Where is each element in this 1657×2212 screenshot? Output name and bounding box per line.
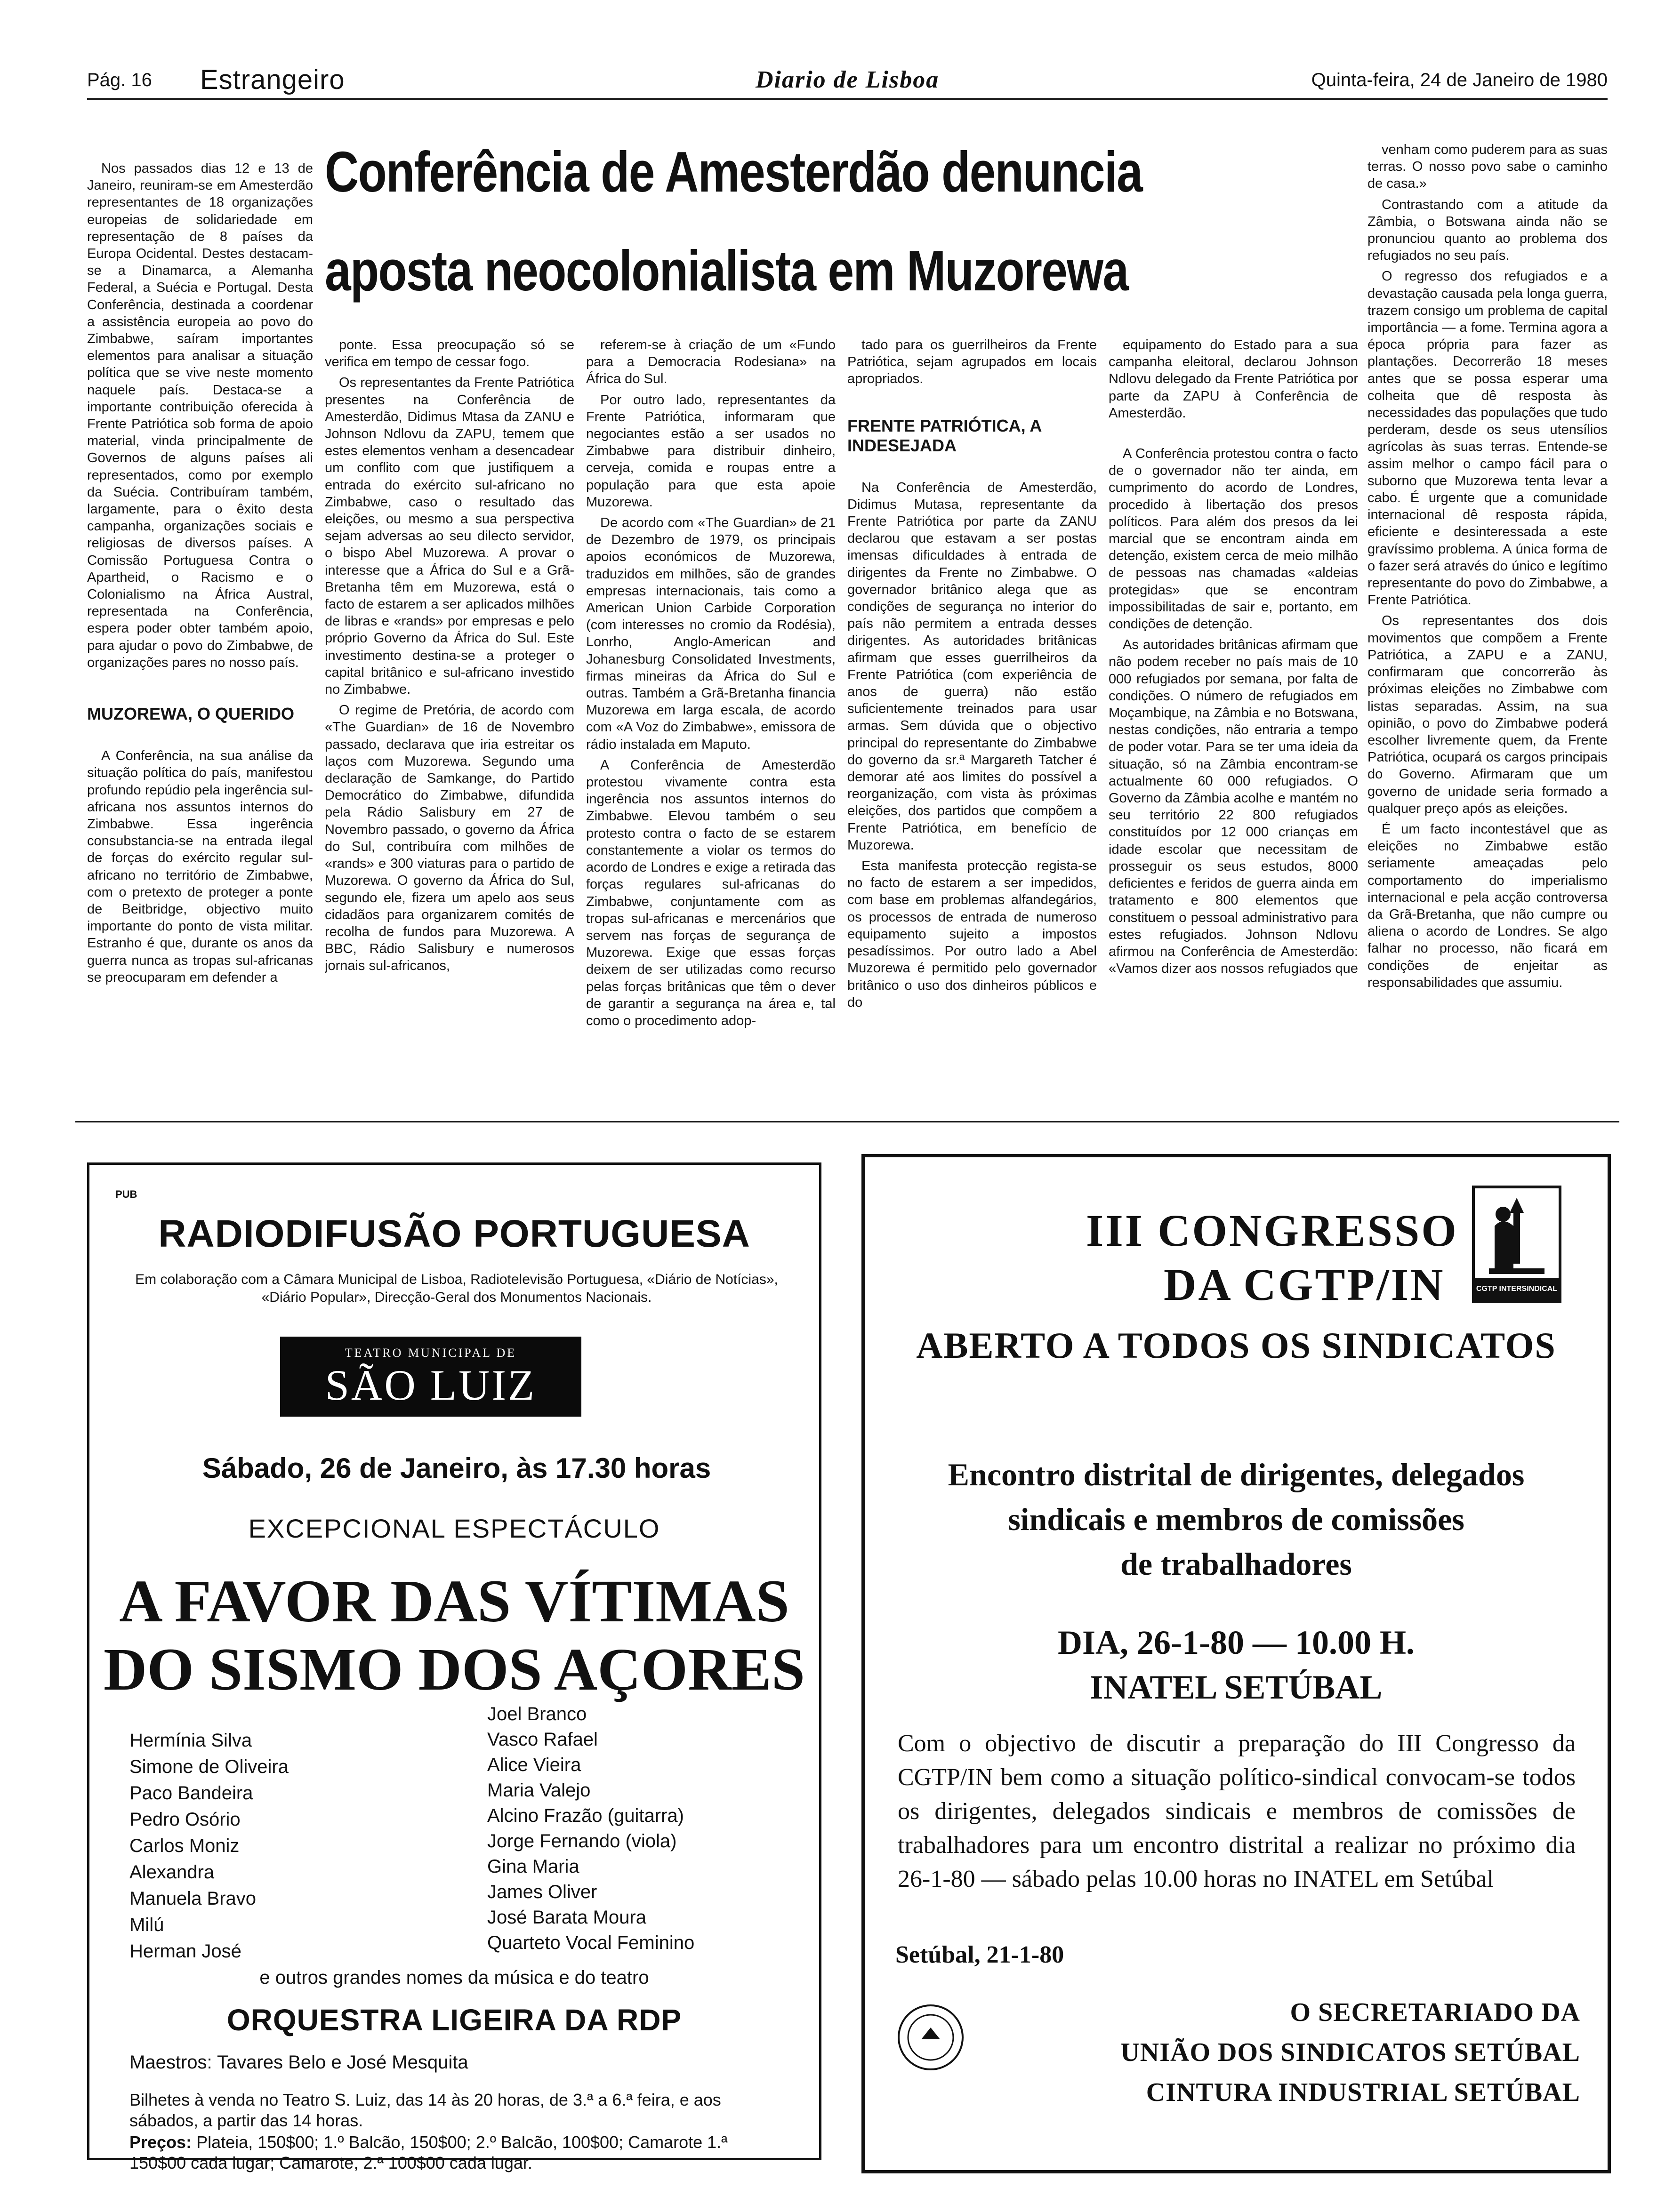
paragraph: Os representantes da Frente Patriótica presentes na Conferência de Amesterdão, Didimus Mtasa da ZANU e Johnson Ndlovu da ZAPU, temem que estes elementos venham a desencadear um conflito com que justifiquem a entrada do exército sul-africano no Zimbabwe, caso o resultado das eleições, ou mesmo a sua perspectiva sejam adversas ao seu dilecto servidor, o bispo Abel Muzorewa. A provar o interesse que a África do Sul e a Grã-Bretanha têm em Muzorewa, está o facto de estarem a ser aplicados milhões de libras e «rands» por empresas e pelo próprio Governo da África do Sul. Este investimento destina-se a proteger o capital britânico e sul-africano investido no Zimbabwe. — [325, 375, 574, 697]
artist-name: Simone de Oliveira — [129, 1756, 289, 1777]
paragraph: O regime de Pretória, de acordo com «The Guardian» de 16 de Novembro passado, declarava que iria estreitar os laços com Muzorewa. Segundo uma declaração de Samkange, do Partido Democrático do Zimbabwe, difundida pela Rádio Salisbury em 27 de Novembro passado, o governo da África do Sul, contribuíra com milhões de «rands» e 300 viaturas para o partido de Muzorewa. O governo da África do Sul, segundo ele, fizera um apelo aos seus cidadãos para organizarem comités de recolha de fundos para Muzorewa. A BBC, Rádio Salisbury e numerosos jornais sul-africanos, — [325, 703, 574, 974]
rdp-prices — [129, 2132, 788, 2173]
artist-name: Manuela Bravo — [129, 1888, 257, 1909]
sao-luiz-logo — [280, 1337, 581, 1417]
paragraph: É um facto incontestável que as eleições no Zimbabwe estão seriamente ameaçadas pelo comportamento do imperialismo internacional e pela acção controversa da Grã-Bretanha, que não cumpre ou aliena o acordo de Londres. Se algo falhar no processo, não ficará em condições de enjeitar as responsabilidades que assumiu. — [1367, 821, 1608, 990]
prices-label: Preços: — [129, 2132, 192, 2152]
paragraph: As autoridades britânicas afirmam que não podem receber no país mais de 10 000 refugiados por semana, por falta de condições. O número de refugiados em Moçambique, na Zâmbia e no Botswana, nestas condições, não entraria a tempo de poder votar. Para se ter uma ideia da situação, só na Zâmbia encontram-se actualmente 60 000 refugiados. O Governo da Zâmbia acolhe e mantém no seu território 22 800 refugiados constituídos por 12 000 crianças em idade escolar que necessitam de prosseguir os seus estudos, 8000 deficientes e feridos de guerra ainda em tratamento e 800 elementos que constituem o pessoal administrativo para estes refugiados. Johnson Ndlovu afirmou na Conferência de Amesterdão: «Vamos dizer aos nossos refugiados que — [1109, 637, 1358, 977]
paragraph: equipamento do Estado para a sua campanha eleitoral, declarou Johnson Ndlovu delegado da Frente Patriótica por parte da ZAPU à Conferência de Amesterdão. — [1109, 337, 1358, 421]
ad-radiodifusao — [87, 1162, 821, 2172]
cgtp-subtitle: ABERTO A TODOS OS SINDICATOS — [916, 1325, 1556, 1366]
rdp-others: e outros grandes nomes da música e do teatro — [259, 1967, 649, 1988]
artist-name: Jorge Fernando (viola) — [487, 1831, 677, 1851]
cgtp-place: INATEL SETÚBAL — [1090, 1668, 1383, 1706]
subheading: MUZOREWA, O QUERIDO — [87, 704, 294, 724]
artist-name: Pedro Osório — [129, 1809, 241, 1830]
paragraph: Na Conferência de Amesterdão, Didimus Mutasa, representante da Frente Patriótica por parte da ZANU declarou que estavam a ser postas imensas dificuldades à entrada de dirigentes da Frente no Zimbabwe. O governador britânico alega que as condições de segurança no interior do país não permitem a entrada desses dirigentes. As autoridades britânicas afirmam que esses guerrilheiros da Frente Patriótica (com experiência de anos de guerra) não estão suficientemente treinados para usar armas. Sem dúvida que o objectivo principal do representante do Zimbabwe do governo da sr.ª Margareth Tatcher é demorar até aos limites do possível a reorganização, com vista às próximas eleições, dos partidos que compõem a Frente Patriótica, em benefício de Muzorewa. — [847, 480, 1097, 853]
article-bottom-rule — [75, 1121, 1619, 1122]
paragraph: referem-se à criação de um «Fundo para a Democracia Rodesiana» na África do Sul. — [586, 337, 836, 387]
paragraph: O regresso dos refugiados e a devastação causada pela longa guerra, trazem consigo um problema de capital importância — a fome. Termina agora a época própria para fazer as plantações. Decorrerão 18 meses antes que se possa esperar uma colheita que dê resposta às necessidades das populações que tudo perderam, desde os seus utensílios agrícolas às suas terras. Entende-se assim melhor o campo fácil para o suborno que Muzorewa tenta levar a cabo. É urgente que a comunidade internacional dê resposta rápida, eficiente e desinteressada a este gravíssimo problema. A única forma de o fazer será através do único e legítimo representante do povo do Zimbabwe, a Frente Patriótica. — [1367, 269, 1608, 608]
cgtp-date-line: DIA, 26-1-80 — 10.00 H. — [1058, 1624, 1415, 1661]
cgtp-sign-date: Setúbal, 21-1-80 — [895, 1941, 1064, 1968]
paragraph: Esta manifesta protecção regista-se no facto de estarem a ser impedidos, com base em problemas alfandegários, os processos de entrada de numeroso equipamento sujeito a impostos pesadíssimos. Por outro lado a Abel Muzorewa é permitido pelo governador britânico o uso dos dinheiros públicos e do — [847, 858, 1097, 1010]
cgtp-title-2: DA CGTP/IN — [1164, 1259, 1445, 1310]
subheading: FRENTE PATRIÓTICA, A INDESEJADA — [847, 416, 1041, 455]
article-column-1 — [87, 160, 313, 1106]
paragraph: A Conferência protestou contra o facto de o governador não ter ainda, em cumprimento do acordo de Londres, procedido à libertação dos presos políticos. Para além dos presos da lei marcial que se encontram ainda em detenção, existem cerca de meio milhão de pessoas nas chamadas «aldeias protegidas» que se encontram impossibilitadas de sair e, portanto, em condições de detenção. — [1109, 446, 1358, 632]
artist-name: Herman José — [129, 1941, 241, 1962]
article-column-3 — [586, 337, 836, 1104]
paragraph: Os representantes dos dois movimentos que compõem a Frente Patriótica, a ZAPU e a ZANU, confirmaram que concorrerão às próximas eleições no Zimbabwe com listas separadas. Assim, na sua opinião, o povo do Zimbabwe poderá escolher livremente quem, da Frente Patriótica, ocupará os cargos principais do Governo. Afirmaram que um governo de unidade seria formado a qualquer preço após as eleições. — [1367, 613, 1608, 816]
cgtp-sign-1: O SECRETARIADO DA — [1290, 1998, 1580, 2027]
paragraph: Por outro lado, representantes da Frente Patriótica, informaram que negociantes estão a ser usados no Zimbabwe para distribuir dinheiro, cerveja, comida e roupas entre a população para que esta apoie Muzorewa. — [586, 392, 836, 510]
artist-name: Quarteto Vocal Feminino — [487, 1932, 695, 1953]
article-column-5 — [1109, 337, 1358, 1104]
artists-right-list — [487, 1701, 788, 1956]
paragraph: Nos passados dias 12 e 13 de Janeiro, reuniram-se em Amesterdão representantes de 18 organizações europeias de solidariedade em representação de 8 países da Europa Ocidental. Destes destacam-se a Dinamarca, a Alemanha Federal, a Suécia e Portugal. Desta Conferência, destinada a coordenar a assistência europeia ao povo do Zimbabwe, saíram importantes elementos para analisar a situação política que se vive neste momento naquele país. Destaca-se a importante contribuição oferecida à Frente Patriótica sob forma de apoio material, vinda principalmente de Governos de alguns países ali representados, como por exemplo da Suécia. Contribuíram também, largamente, para o êxito desta campanha, organizações sociais e religiosas de diversos países. A Comissão Portuguesa Contra o Apartheid, o Racismo e o Colonialismo na África Austral, representada na Conferência, espera poder obter também apoio, para ajudar o povo do Zimbabwe, de organizações pares no nosso país. — [87, 161, 313, 670]
artist-name: Carlos Moniz — [129, 1835, 240, 1856]
cgtp-logo — [1472, 1186, 1561, 1303]
newspaper-name: Diario de Lisboa — [756, 66, 940, 93]
rdp-headline-2: DO SISMO DOS AÇORES — [103, 1636, 805, 1703]
artist-name: Hermínia Silva — [129, 1730, 252, 1751]
rdp-tickets: Bilhetes à venda no Teatro S. Luiz, das 14 às 20 horas, de 3.ª a 6.ª feira, e aos sábados, a partir das 14 horas. — [129, 2090, 721, 2130]
artist-name: Joel Branco — [487, 1704, 587, 1724]
rdp-title: RADIODIFUSÃO PORTUGUESA — [158, 1212, 750, 1255]
logo-top-text: TEATRO MUNICIPAL DE — [345, 1346, 517, 1360]
paragraph: De acordo com «The Guardian» de 21 de Dezembro de 1979, os principais apoios económicos de Muzorewa, traduzidos em milhões, são de grandes empresas internacionais, tais como a American Union Carbide Corporation (com interesses no cromio da Rodésia), Lonrho, Anglo-American and Johanesburg Consolidated Investments, firmas mineiras da África do Sul e outras. Também a Grã-Bretanha financia Muzorewa em larga escala, de acordo com «A Voz do Zimbabwe», emissora de rádio instalada em Maputo. — [586, 515, 836, 752]
artist-name: Paco Bandeira — [129, 1783, 253, 1803]
cgtp-sign-2: UNIÃO DOS SINDICATOS SETÚBAL — [1120, 2038, 1580, 2067]
paragraph: A Conferência de Amesterdão protestou vivamente contra esta ingerência nos assuntos internos do Zimbabwe. Elevou também o seu protesto contra o facto de se estarem constantemente a violar os termos do acordo de Londres e exige a retirada das forças regulares sul-africanas do Zimbabwe, conjuntamente com as tropas sul-africanas e mercenários que servem nas forças de segurança de Muzorewa. Exige que essas forças deixem de ser utilizadas como recurso pelas forças britânicas que têm o dever de garantir a segurança na área e, tal como o procedimento adop- — [586, 757, 836, 1028]
torch-figure-icon — [1475, 1188, 1559, 1278]
page-number: Pág. 16 — [87, 70, 152, 90]
ad-cgtp — [861, 1154, 1611, 2173]
article-column-2 — [325, 337, 574, 1104]
paragraph: A Conferência, na sua análise da situação política do país, manifestou profundo repúdio pela ingerência sul-africana nos assuntos internos do Zimbabwe. Essa ingerência consubstancia-se na entrada ilegal de forças do exército regular sul-africano no território de Zimbabwe, com o pretexto de proteger a ponte de Beitbridge, objectivo muito importante do ponto de vista militar. Estranho é que, durante os anos da guerra nunca as tropas sul-africanas se preocuparam em defender a — [87, 748, 313, 985]
cgtp-meeting-3: de trabalhadores — [1120, 1546, 1352, 1582]
cgtp-meeting-2: sindicais e membros de comissões — [1008, 1501, 1464, 1537]
artist-name: Alcino Frazão (guitarra) — [487, 1805, 684, 1826]
section-name: Estrangeiro — [200, 64, 345, 95]
headline-line-1: Conferência de Amesterdão denuncia — [325, 140, 1142, 204]
paragraph: ponte. Essa preocupação só se verifica em tempo de cessar fogo. — [325, 337, 574, 370]
artist-name: Milú — [129, 1915, 164, 1935]
headline-line-2: aposta neocolonialista em Muzorewa — [325, 239, 1128, 303]
artist-name: Maria Valejo — [487, 1780, 591, 1801]
cgtp-sign-3: CINTURA INDUSTRIAL SETÚBAL — [1146, 2078, 1580, 2107]
rdp-orchestra: ORQUESTRA LIGEIRA DA RDP — [226, 2003, 682, 2037]
artist-name: Vasco Rafael — [487, 1729, 598, 1750]
rdp-maestros: Maestros: Tavares Belo e José Mesquita — [129, 2052, 468, 2073]
cgtp-title-1: III CONGRESSO — [1086, 1205, 1458, 1256]
prices-text: Plateia, 150$00; 1.º Balcão, 150$00; 2.º Balcão, 100$00; Camarote 1.ª 150$00 cada lugar; Camarote, 2.ª 100$00 cada lugar. — [129, 2132, 728, 2172]
article-column-6 — [1367, 141, 1608, 1106]
artist-name: José Barata Moura — [487, 1907, 646, 1928]
logo-main-text: SÃO LUIZ — [325, 1361, 537, 1409]
artist-name: Alice Vieira — [487, 1755, 581, 1775]
artist-name: Gina Maria — [487, 1856, 579, 1877]
headline — [325, 136, 1337, 306]
rdp-headline-1: A FAVOR DAS VÍTIMAS — [119, 1568, 789, 1635]
paragraph: tado para os guerrilheiros da Frente Patriótica, sejam agrupados em locais apropriados. — [847, 337, 1097, 387]
cgtp-logo-caption: CGTP INTERSINDICAL — [1475, 1278, 1559, 1300]
artist-name: Alexandra — [129, 1862, 215, 1883]
cgtp-body: Com o objectivo de discutir a preparação do III Congresso da CGTP/IN bem como a situação político-sindical convocam-se todos os dirigentes, delegados sindicais e membros de comissões de trabalhadores para um encontro distrital a realizar no próximo dia 26-1-80 — sábado pelas 10.00 horas no INATEL em Setúbal — [898, 1730, 1576, 1892]
ad-tag: PUB — [115, 1188, 137, 1200]
paragraph: Contrastando com a atitude da Zâmbia, o Botswana ainda não se pronunciou quanto ao problema dos refugiados no seu país. — [1367, 197, 1608, 264]
rdp-when: Sábado, 26 de Janeiro, às 17.30 horas — [202, 1452, 711, 1484]
paragraph: venham como puderem para as suas terras. O nosso povo sabe o caminho de casa.» — [1367, 142, 1608, 192]
rdp-collab: Em colaboração com a Câmara Municipal de Lisboa, Radiotelevisão Portuguesa, «Diário de Notícias», «Diário Popular», Direcção-Geral dos Monumentos Nacionais. — [135, 1272, 778, 1305]
issue-date: Quinta-feira, 24 de Janeiro de 1980 — [1311, 70, 1608, 90]
artists-left-list — [129, 1727, 459, 1964]
rdp-excepcional: EXCEPCIONAL ESPECTÁCULO — [248, 1514, 660, 1543]
artist-name: James Oliver — [487, 1882, 597, 1902]
cgtp-meeting-1: Encontro distrital de dirigentes, delegados — [948, 1457, 1525, 1492]
article-column-4 — [847, 337, 1097, 1104]
